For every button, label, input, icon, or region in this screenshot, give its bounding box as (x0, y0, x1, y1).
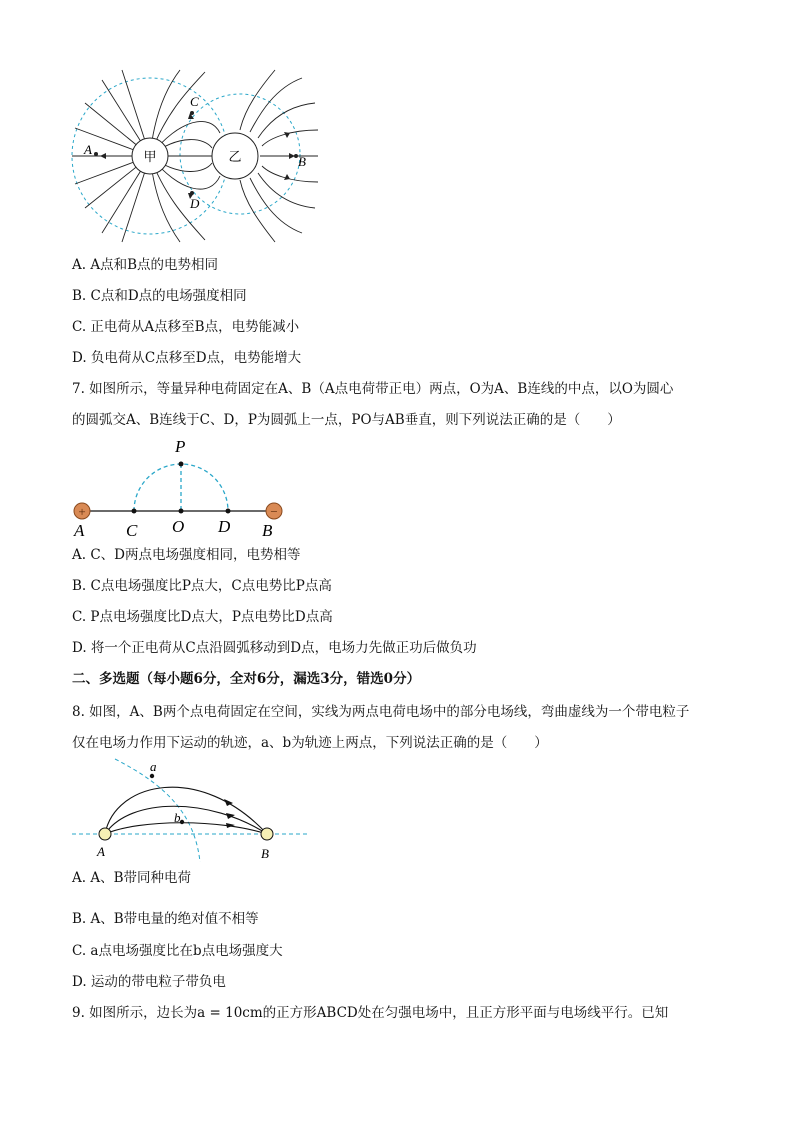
q6-option-b: B. C点和D点的电场强度相同 (72, 288, 247, 304)
figure-q8-trajectory (70, 757, 315, 862)
minus-sign: − (270, 504, 278, 519)
q8-option-c: C. a点电场强度比在b点电场强度大 (72, 943, 283, 959)
label-C: C (190, 94, 199, 109)
q7-option-c: C. P点电场强度比D点大，P点电势比D点高 (72, 609, 333, 625)
label-A: A (74, 521, 85, 540)
figure-field-lines-jia-yi (70, 68, 320, 243)
label-b: b (174, 810, 181, 825)
label-A: A (97, 844, 105, 859)
q8-option-b: B. A、B带电量的绝对值不相等 (72, 911, 259, 927)
label-D: D (190, 196, 200, 211)
label-C: C (126, 521, 138, 540)
q8-stem-line1: 8. 如图，A、B两个点电荷固定在空间，实线为两点电荷电场中的部分电场线，弯曲虚线为一个带电粒子 (72, 704, 690, 720)
label-P: P (175, 437, 186, 456)
label-O: O (172, 517, 185, 536)
q6-option-a: A. A点和B点的电势相同 (72, 257, 219, 273)
q7-option-a: A. C、D两点电场强度相同，电势相等 (72, 547, 301, 563)
section2-heading: 二、多选题（每小题6分，全对6分，漏选3分，错选0分） (72, 671, 421, 687)
label-B: B (262, 521, 273, 540)
label-yi: 乙 (228, 149, 242, 164)
q8-stem-line2: 仅在电场力作用下运动的轨迹，a、b为轨迹上两点，下列说法正确的是（ ） (72, 735, 548, 751)
q9-stem-line1: 9. 如图所示，边长为a = 10cm的正方形ABCD处在匀强电场中，且正方形平面与电场线平行。已知 (72, 1005, 669, 1021)
q7-option-d: D. 将一个正电荷从C点沿圆弧移动到D点，电场力先做正功后做负功 (72, 640, 477, 656)
plus-sign: + (78, 504, 86, 519)
label-jia: 甲 (143, 149, 157, 164)
q8-option-d: D. 运动的带电粒子带负电 (72, 974, 226, 990)
label-A: A (84, 142, 92, 157)
figure-q7-arc (68, 432, 298, 540)
q6-option-d: D. 负电荷从C点移至D点，电势能增大 (72, 350, 302, 366)
q7-stem-line2: 的圆弧交A、B连线于C、D，P为圆弧上一点，PO与AB垂直，则下列说法正确的是（ ） (72, 412, 621, 428)
label-D: D (218, 517, 231, 536)
label-B: B (261, 846, 269, 861)
label-B: B (298, 154, 306, 169)
q7-stem-line1: 7. 如图所示，等量异种电荷固定在A、B（A点电荷带正电）两点，O为A、B连线的中点，以O为圆心 (72, 381, 674, 397)
q8-option-a: A. A、B带同种电荷 (72, 870, 192, 886)
label-a: a (150, 759, 157, 774)
q7-option-b: B. C点电场强度比P点大，C点电势比P点高 (72, 578, 332, 594)
q6-option-c: C. 正电荷从A点移至B点，电势能减小 (72, 319, 300, 335)
